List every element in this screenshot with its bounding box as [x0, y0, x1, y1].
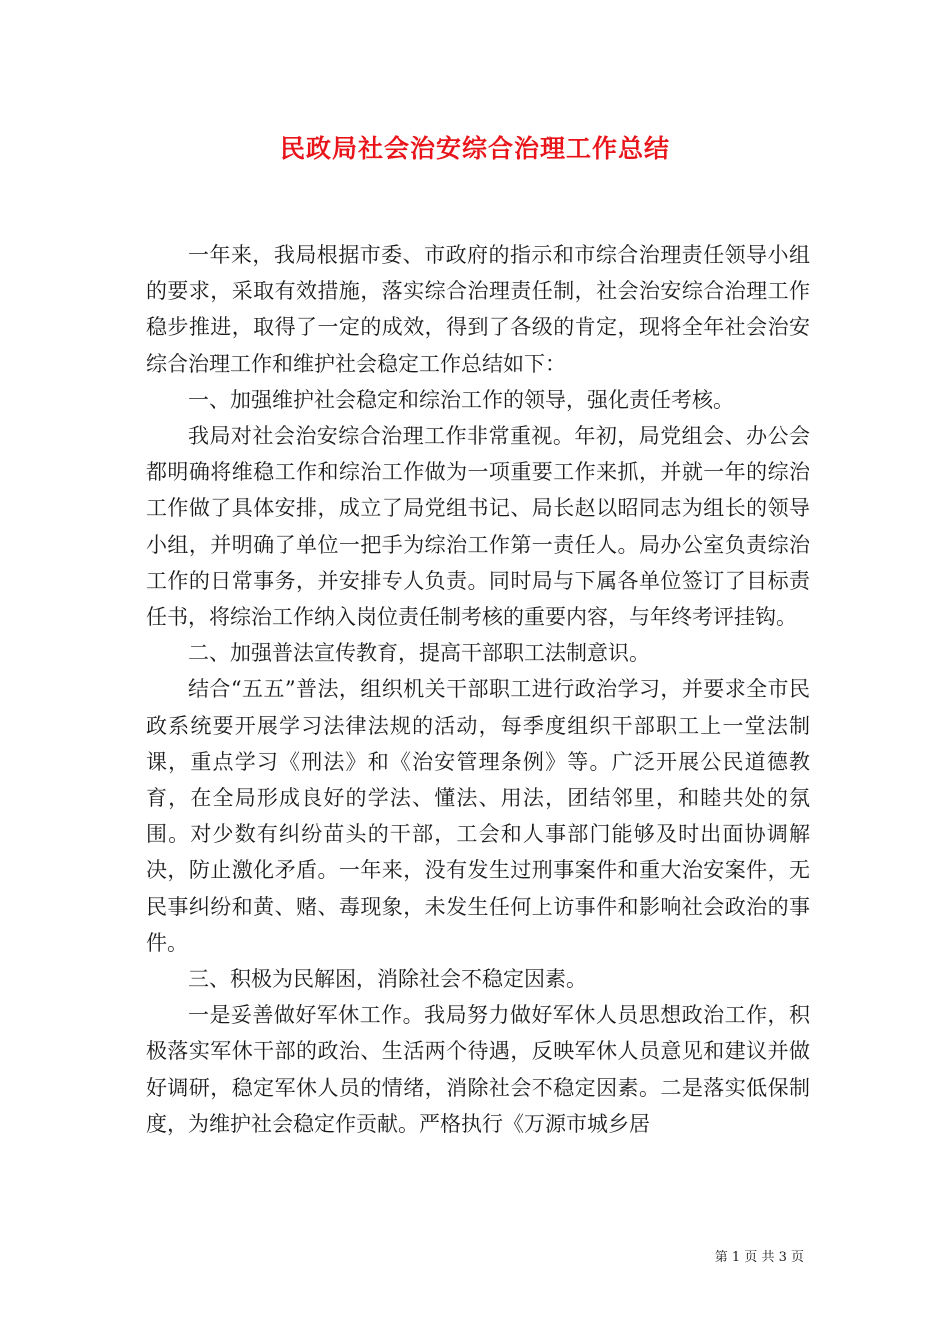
- body-paragraph: 结合“五五”普法，组织机关干部职工进行政治学习，并要求全市民政系统要开展学习法律法规的活动，每季度组织干部职工上一堂法制课，重点学习《刑法》和《治安管理条例》等。广泛开展公民道德教育，在全局形成良好的学法、懂法、用法，团结邻里，和睦共处的氛围。对少数有纠纷苗头的干部，工会和人事部门能够及时出面协调解决，防止激化矛盾。一年来，没有发生过刑事案件和重大治安案件，无民事纠纷和黄、赌、毒现象，未发生任何上访事件和影响社会政治的事件。: [146, 677, 810, 955]
- body-paragraph: 我局对社会治安综合治理工作非常重视。年初，局党组会、办公会都明确将维稳工作和综治工作做为一项重要工作来抓，并就一年的综治工作做了具体安排，成立了局党组书记、局长赵以昭同志为组长的领导小组，并明确了单位一把手为综治工作第一责任人。局办公室负责综治工作的日常事务，并安排专人负责。同时局与下属各单位签订了目标责任书，将综治工作纳入岗位责任制考核的重要内容，与年终考评挂钩。: [146, 424, 810, 630]
- body-paragraph: 一是妥善做好军休工作。我局努力做好军休人员思想政治工作，积极落实军休干部的政治、生活两个待遇，反映军休人员意见和建议并做好调研，稳定军休人员的情绪，消除社会不稳定因素。二是落实低保制度，为维护社会稳定作贡献。严格执行《万源市城乡居: [146, 1003, 810, 1136]
- section-heading-1: 一、加强维护社会稳定和综治工作的领导，强化责任考核。: [188, 387, 734, 412]
- section-heading-2: 二、加强普法宣传教育，提高干部职工法制意识。: [188, 641, 650, 666]
- document-title: 民政局社会治安综合治理工作总结: [279, 134, 670, 163]
- section-heading-3: 三、积极为民解困，消除社会不稳定因素。: [188, 967, 587, 992]
- intro-paragraph: 一年来，我局根据市委、市政府的指示和市综合治理责任领导小组的要求，采取有效措施，落实综合治理责任制，社会治安综合治理工作稳步推进，取得了一定的成效，得到了各级的肯定，现将全年社会治安综合治理工作和维护社会稳定工作总结如下：: [146, 243, 810, 376]
- document-body: [146, 237, 810, 1142]
- page-number-footer: 第 1 页 共 3 页: [714, 1250, 804, 1265]
